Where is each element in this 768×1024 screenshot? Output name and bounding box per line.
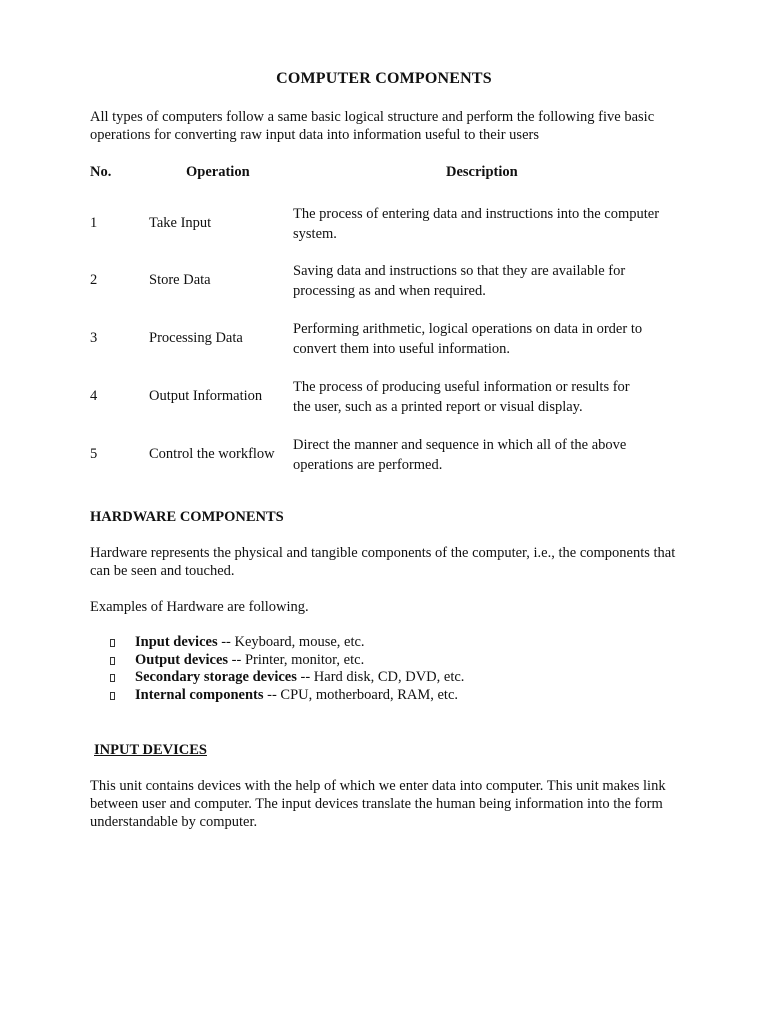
row-number: 1 [90,215,98,231]
list-item-name: Internal components [135,686,264,703]
hardware-examples-intro: Examples of Hardware are following. [90,599,309,615]
hardware-paragraph: Hardware represents the physical and tangible components of the computer, i.e., the components that can be seen and touched. [90,545,676,579]
bullet-icon [110,657,115,665]
row-description-line: system. [293,226,337,242]
table-row [90,261,690,301]
header-operation: Operation [186,164,250,180]
row-number: 2 [90,272,98,288]
row-number: 5 [90,446,98,462]
header-description: Description [446,164,518,180]
intro-paragraph: All types of computers follow a same basic logical structure and perform the following five basic operations for converting raw input data into information useful to their users [90,109,655,143]
list-item-name: Secondary storage devices [135,669,297,685]
list-item [110,652,670,670]
list-item-detail: -- Keyboard, mouse, etc. [217,634,365,650]
row-description-line: the user, such as a printed report or visual display. [293,399,583,415]
row-description-line: convert them into useful information. [293,341,511,357]
row-description-line: The process of entering data and instructions into the computer [293,206,660,222]
operations-table [90,164,690,473]
list-item-detail: -- CPU, motherboard, RAM, etc. [263,686,459,703]
hardware-examples-list [110,634,670,704]
input-devices-paragraph: This unit contains devices with the help of which we enter data into computer. This unit makes link between user and computer. The input devices translate the human being information into the form understandable by computer. [90,778,666,830]
table-row [90,319,690,359]
row-number: 4 [90,388,98,404]
input-devices-heading: INPUT DEVICES [94,742,207,758]
row-operation: Processing Data [149,330,243,346]
bullet-icon [110,639,115,647]
list-item-name: Output devices [135,651,229,668]
row-description [293,377,688,417]
row-description [293,319,688,359]
row-description [293,204,688,244]
row-description-line: The process of producing useful information or results for [293,379,630,395]
hardware-heading: HARDWARE COMPONENTS [90,509,284,525]
table-row [90,204,690,244]
row-description-line: operations are performed. [293,457,443,473]
row-number: 3 [90,330,98,346]
table-row [90,377,690,417]
row-operation: Output Information [149,388,263,404]
row-operation: Take Input [149,215,212,231]
list-item-name: Input devices [135,634,218,650]
list-item-detail: -- Hard disk, CD, DVD, etc. [296,669,465,685]
row-operation: Store Data [149,272,211,288]
row-operation: Control the workflow [149,446,275,462]
list-item [110,669,670,687]
row-description-line: Saving data and instructions so that they are available for [293,263,626,279]
bullet-icon [110,692,115,700]
list-item [110,634,670,652]
row-description [293,261,688,301]
header-no: No. [90,164,112,180]
list-item-detail: -- Printer, monitor, etc. [228,651,365,668]
row-description-line: processing as and when required. [293,283,486,299]
bullet-icon [110,674,115,682]
page-title: COMPUTER COMPONENTS [276,70,492,87]
list-item [110,687,670,705]
table-header-row [90,164,690,184]
row-description-line: Direct the manner and sequence in which all of the above [293,437,627,453]
row-description [293,435,688,475]
row-description-line: Performing arithmetic, logical operations on data in order to [293,321,643,337]
table-row [90,435,690,475]
